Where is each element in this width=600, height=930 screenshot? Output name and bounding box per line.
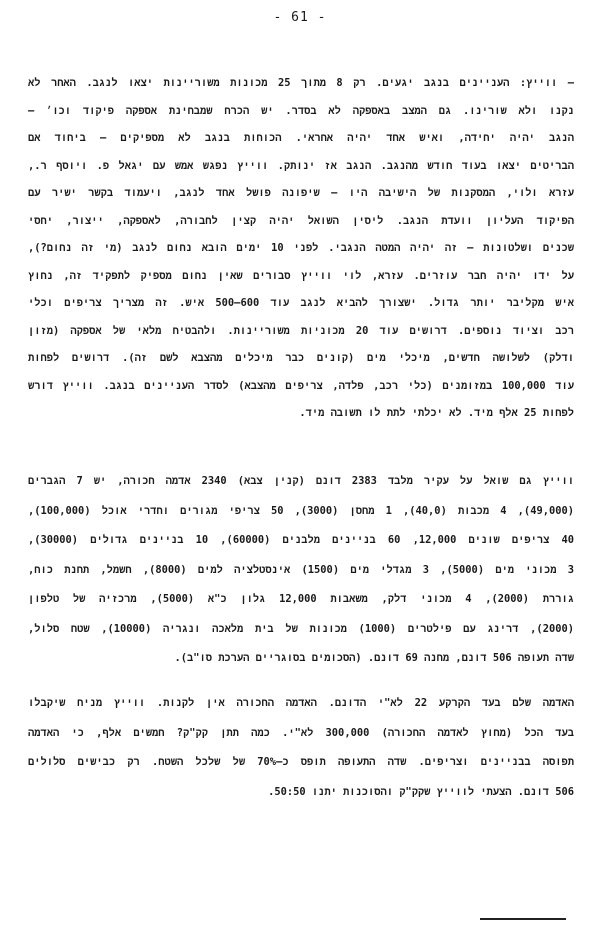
text-line: (49,000), 4 מכבות (40,0), 1 מחסן (3000), 50 צריפי מגורים וחדרי אוכל (100,000), <box>28 504 574 517</box>
text-line: 506 דונם. הצעתי לווייץ שקק"ק והסוכנות יתנו 50:50. <box>268 785 574 798</box>
text-line: הפיקוד העליון וועדת הנגב. ליסין השואל יהיה קצין לחבורה, לאספקה, ייצור, יחסי <box>28 214 574 227</box>
text-line: ודלק) לשלושה חדשים, מיכלי מים (קונים כבר מיכלים מהצבא לשם זה). דרושים לפחות <box>28 352 574 364</box>
text-line: ווייץ גם שואל על עקיר מלבד 2383 דונם (קנין צבא) 2340 אדמה חכורה, יש 7 הגברים <box>28 475 574 487</box>
text-line: עוד 100,000 במזומנים (כלי רכב, פלדה, צריפים מהצבא) לסדר העניינים בנגב. ווייץ דורש <box>28 379 574 392</box>
text-line: שדה תעופה 506 דונם, מחנה 69 דונם. (הסכומים בסוגריים הערכת סו"ב). <box>174 652 574 664</box>
text-line: גוררת (2000), 4 מכוני דלק, משאבות 12,000 גלון כ"א (5000), מרכזיה של טלפון <box>28 593 574 605</box>
text-line: איש מקליבר יותר גדול. ישצורך להביא לנגב עוד 600–500 איש. זה מצריך צריפים וכלי <box>28 297 574 309</box>
text-line: הנגב יהיה יחידה, ואיש אחד יהיה אחראי. הכוחות בנגב לא מספיקים – ביחוד אם <box>28 132 574 144</box>
text-line: לפחות 25 אלף מיד. לא יכלתי לתת לו תשובה מיד. <box>299 407 574 419</box>
text-line: האדמה שלם בעד הקרקע 22 לא"י הדונם. האדמה החכורה אין לקנות. ווייץ מניח שיקבלו <box>28 697 574 709</box>
footer-rule <box>480 918 566 920</box>
text-line: הבריטים יצאו בעוד חודש מהנגב. הנגב אז ינותק. ווייץ נפגש אמש עם יגאל פ. ויוסף ר., <box>28 159 574 172</box>
paragraph-2 <box>28 467 574 674</box>
text-line: תפוסה בבניינים וצריפים. שדה התעופה תופס כ–70% של שלכל השטח. רק כבישים סלולים <box>28 756 574 768</box>
text-line: – ווייץ: העניינים בנגב יגעים. רק 8 מתוך 25 מכונות משוריינות יצאו לנגב. האחר לא <box>28 77 574 89</box>
text-line: נקנו ולא שורינו. גם המצב באספקה לא בסדר. יש הכרח שמבחינת אספקה פיקוד וכו׳ – <box>28 104 574 117</box>
text-line: על ידו יהיה חבר עוזרים. עזרא, לוי ווייץ סבורים שאין נחום מספיק לתפקיד זה, נחוץ <box>28 269 574 282</box>
text-line: בעד הכל (מחוץ לאדמה החכורה) 300,000 לא"י. כמה תתן קק"ק? חמשים אלף, כי האדמה <box>28 726 574 739</box>
paragraph-3 <box>28 689 574 807</box>
margin-mark <box>66 803 69 819</box>
text-line: עזרא ולוי, המסקנות של הישיבה היו – שיפונה פושל אחד לנגב, ויעמוד בקשר ישיר עם <box>28 187 574 199</box>
text-line: שכנים ושלטונות – זה יהיה המטה הנגבי. לפני 10 ימים הובא נחום לנגב (מי זה נחום?), <box>28 242 574 254</box>
text-line: (2000), דרינג עם פילטרים (1000) מכונות של בית מלאכה ונגריה (10000), שטח סלול, <box>28 622 574 635</box>
paragraph-1 <box>28 70 574 428</box>
page-number: - 61 - <box>273 10 327 25</box>
text-line: רכב וציוד נוספים. דרושים עוד 20 מכוניות משוריינות. ולהבטיח מלאי של אספקה (מזון <box>28 324 574 337</box>
text-line: 40 צריפים שונים 12,000, 60 בניינים מלבנים (60000), 10 בניינים גדולים (30000), <box>28 534 574 546</box>
text-line: 3 מכוני מים (5000), 3 מגדלי מים (1500) אינסטלציה למים (8000), חשמל, תחנת כוח, <box>28 563 574 576</box>
